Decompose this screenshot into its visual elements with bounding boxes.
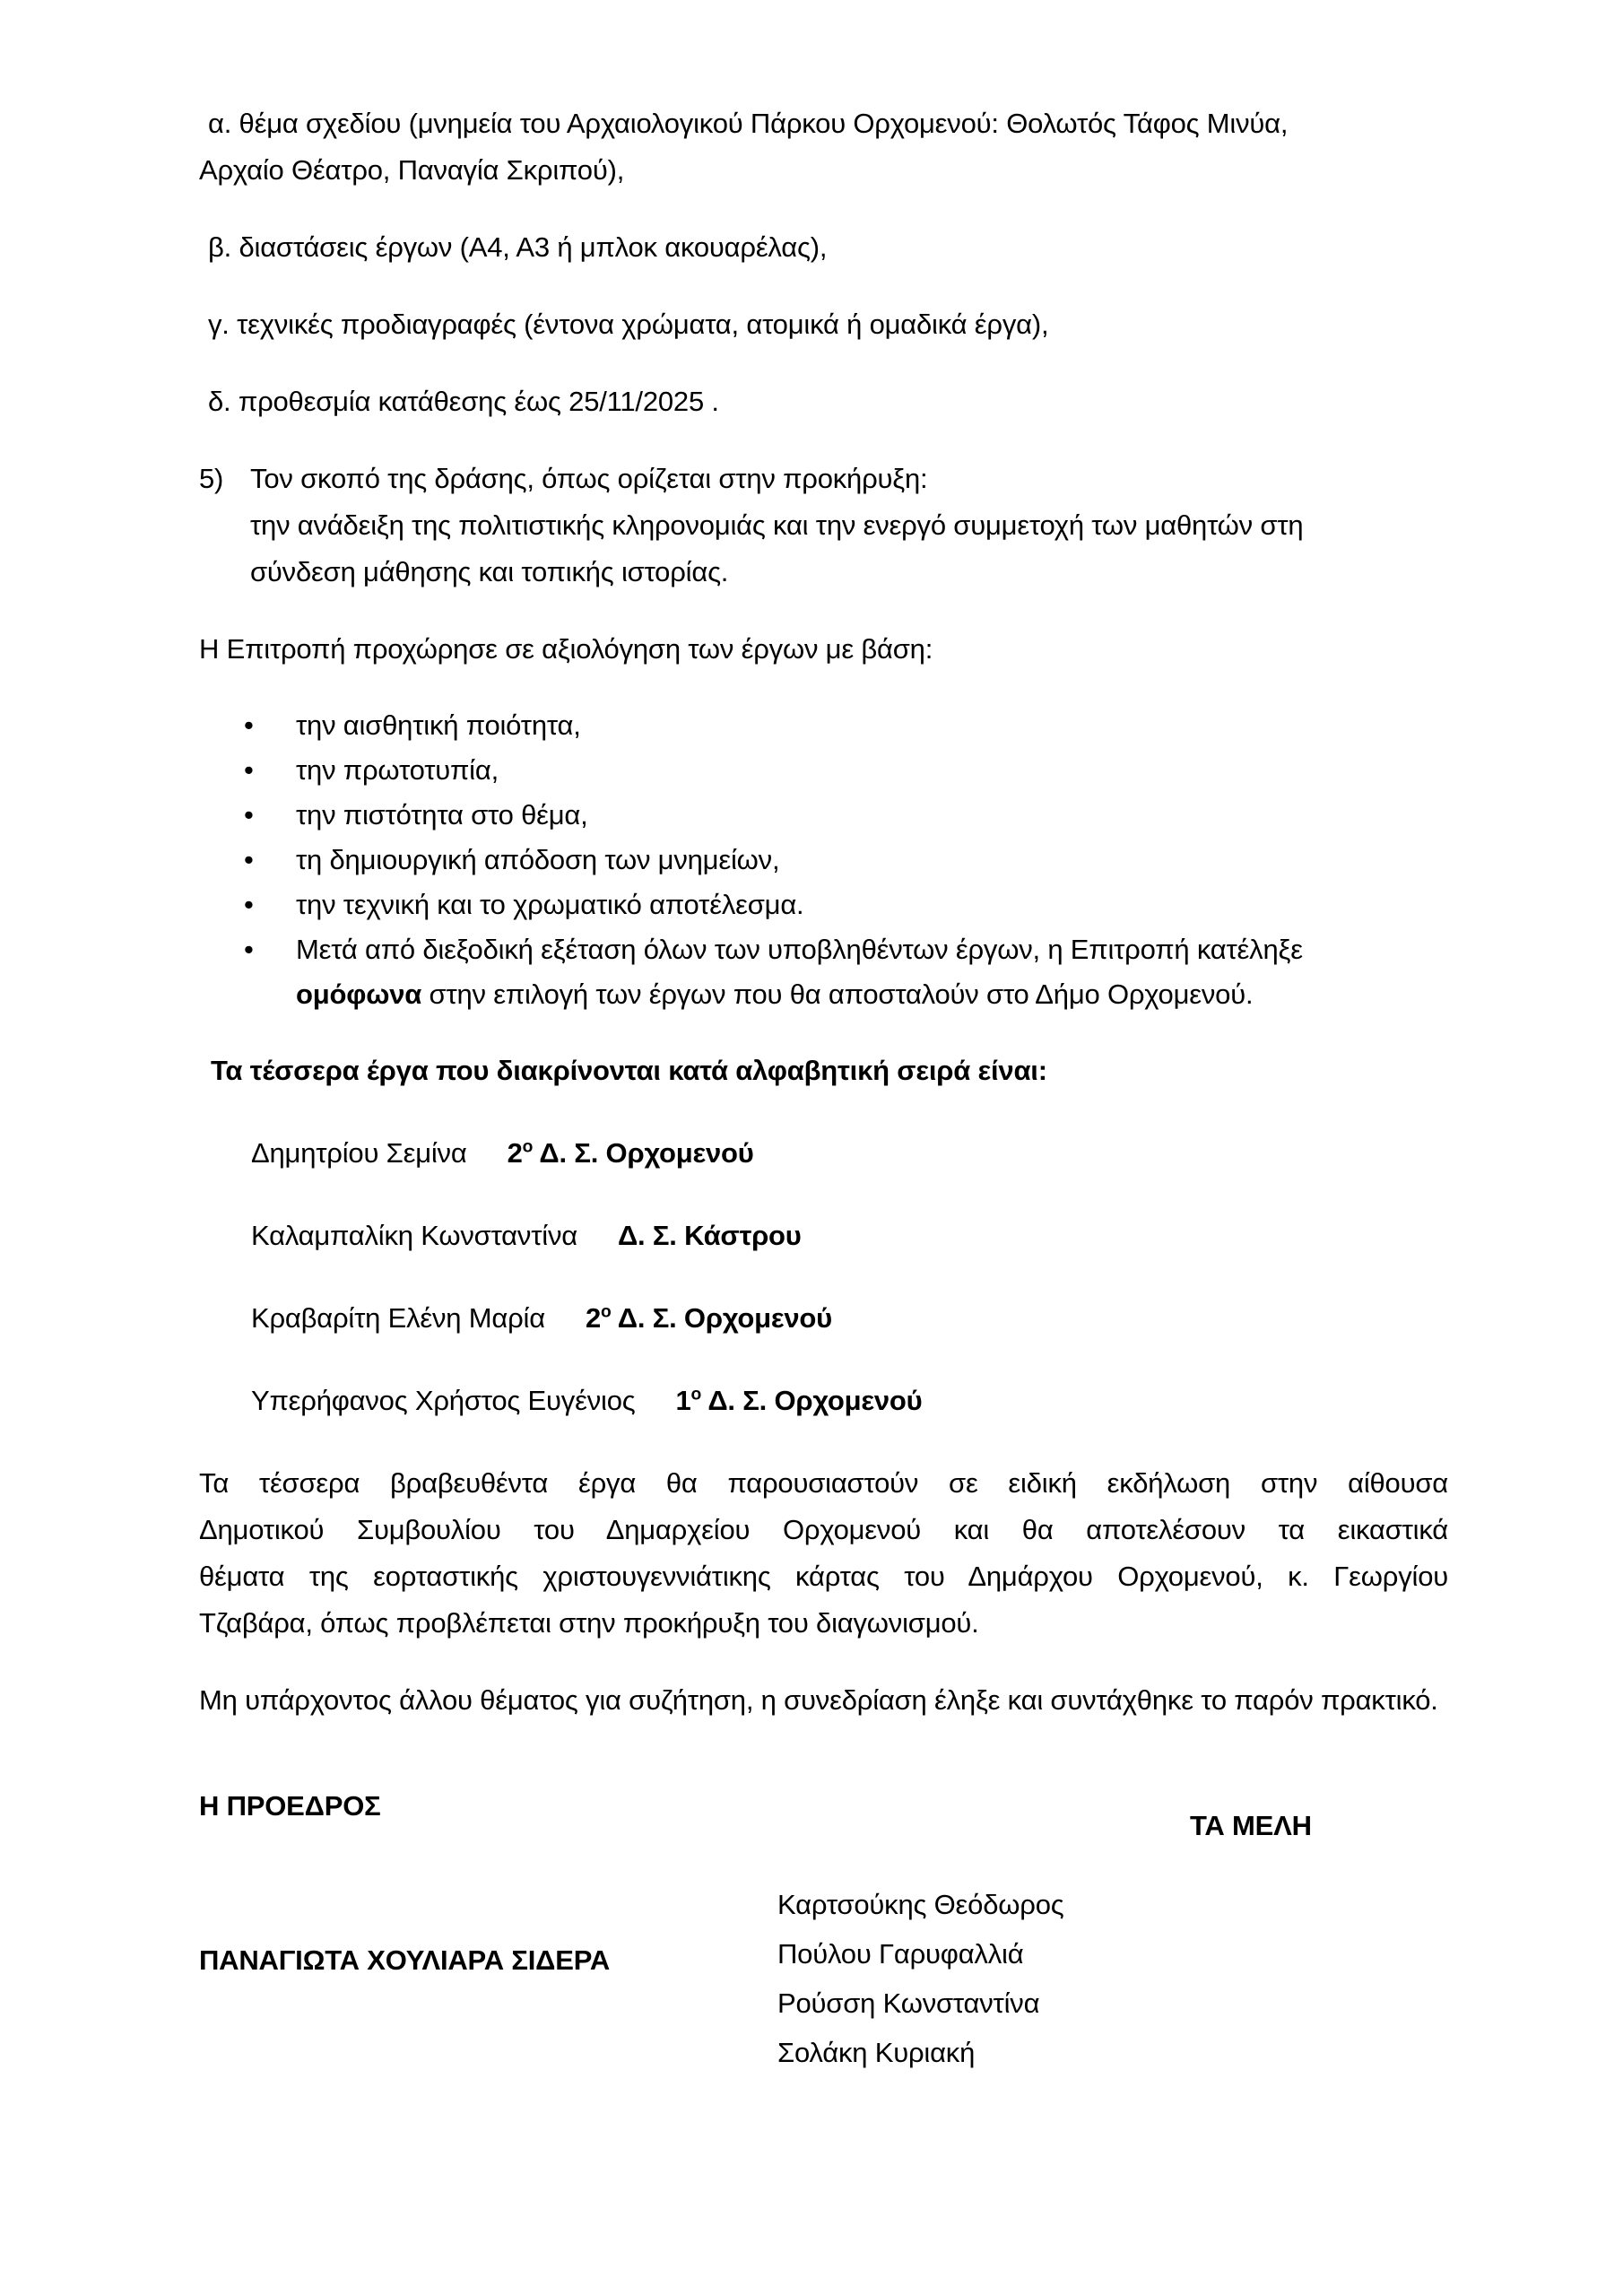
- winner-row: [199, 1130, 1448, 1177]
- presentation-line1: Τα τέσσερα βραβευθέντα έργα θα παρουσιαστούν σε ειδική εκδήλωση στην αίθουσα: [199, 1467, 1448, 1499]
- school-name: Δ. Σ. Ορχομενού: [701, 1385, 923, 1416]
- criteria-text: την τεχνική και το χρωματικό αποτέλεσμα.: [296, 889, 804, 920]
- bullet-icon: •: [244, 934, 254, 965]
- spec-item-a: [199, 100, 1448, 194]
- school-name: Δ. Σ. Ορχομενού: [533, 1137, 754, 1169]
- spec-item-a-line1: α. θέμα σχεδίου (μνημεία του Αρχαιολογικού Πάρκου Ορχομενού: Θολωτός Τάφος Μινύα,: [208, 108, 1289, 139]
- criteria-text: την αισθητική ποιότητα,: [296, 709, 581, 741]
- members-label: ΤΑ ΜΕΛΗ: [1190, 1810, 1312, 1841]
- evaluation-intro: Η Επιτροπή προχώρησε σε αξιολόγηση των έργων με βάση:: [199, 633, 933, 665]
- numbered-item-5-line1: Τον σκοπό της δράσης, όπως ορίζεται στην προκήρυξη:: [250, 463, 928, 494]
- school-ordinal: ο: [690, 1385, 702, 1405]
- winner-school: [618, 1220, 802, 1251]
- numbered-item-5-number: 5): [199, 463, 224, 494]
- winner-school: [586, 1302, 832, 1334]
- members-list: [777, 1880, 1064, 2077]
- list-item: [199, 883, 1448, 927]
- list-item: [199, 703, 1448, 748]
- school-name: Δ. Σ. Κάστρου: [617, 1220, 802, 1251]
- member-name: Πούλου Γαρυφαλλιά: [777, 1938, 1024, 1970]
- winner-school: [508, 1137, 754, 1169]
- winner-name: Καλαμπαλίκη Κωνσταντίνα: [251, 1220, 577, 1251]
- presentation-line2: Δημοτικού Συμβουλίου του Δημαρχείου Ορχομενού και θα αποτελέσουν τα εικαστικά: [199, 1514, 1448, 1545]
- member-name: Καρτσούκης Θεόδωρος: [777, 1889, 1064, 1920]
- school-number: 2: [585, 1302, 601, 1334]
- bullet-icon: •: [244, 889, 254, 920]
- spec-item-b: β. διαστάσεις έργων (Α4, Α3 ή μπλοκ ακουαρέλας),: [208, 231, 828, 263]
- criteria-text: την πρωτοτυπία,: [296, 754, 499, 786]
- decision-line1: Μετά από διεξοδική εξέταση όλων των υποβληθέντων έργων, η Επιτροπή κατέληξε: [296, 934, 1303, 965]
- criteria-list: [199, 703, 1448, 1017]
- spec-item-a-line2: Αρχαίο Θέατρο, Παναγία Σκριπού),: [199, 154, 625, 186]
- spec-item-c: γ. τεχνικές προδιαγραφές (έντονα χρώματα, ατομικά ή ομαδικά έργα),: [208, 309, 1049, 340]
- decision-bold-word: ομόφωνα: [296, 978, 422, 1010]
- bullet-icon: •: [244, 799, 254, 831]
- numbered-item-5-line3: σύνδεση μάθησης και τοπικής ιστορίας.: [250, 556, 729, 587]
- signature-block: [199, 1783, 1448, 2213]
- winner-name: Υπερήφανος Χρήστος Ευγένιος: [251, 1385, 636, 1416]
- presentation-line4: Τζαβάρα, όπως προβλέπεται στην προκήρυξη του διαγωνισμού.: [199, 1607, 979, 1639]
- winner-name: Δημητρίου Σεμίνα: [251, 1137, 467, 1169]
- member-name: Ρούσση Κωνσταντίνα: [777, 1987, 1040, 2019]
- numbered-item-5-body: [250, 456, 1448, 596]
- list-item: [199, 927, 1448, 1017]
- school-ordinal: ο: [522, 1137, 534, 1157]
- list-item: [199, 748, 1448, 793]
- criteria-text: την πιστότητα στο θέμα,: [296, 799, 588, 831]
- decision-line2-rest: στην επιλογή των έργων που θα αποσταλούν στο Δήμο Ορχομενού.: [421, 978, 1254, 1010]
- president-name: ΠΑΝΑΓΙΩΤΑ ΧΟΥΛΙΑΡΑ ΣΙΔΕΡΑ: [199, 1944, 611, 1976]
- winners-heading: Τα τέσσερα έργα που διακρίνονται κατά αλφαβητική σειρά είναι:: [211, 1055, 1047, 1086]
- numbered-item-5-line2: την ανάδειξη της πολιτιστικής κληρονομιάς και την ενεργό συμμετοχή των μαθητών στη: [250, 509, 1304, 541]
- presentation-paragraph: [199, 1460, 1448, 1647]
- winner-name: Κραβαρίτη Ελένη Μαρία: [251, 1302, 545, 1334]
- closing-paragraph: Μη υπάρχοντος άλλου θέματος για συζήτηση, η συνεδρίαση έληξε και συντάχθηκε το παρόν πρακτικό.: [199, 1684, 1438, 1716]
- bullet-icon: •: [244, 754, 254, 786]
- list-item: [199, 838, 1448, 883]
- list-item: [199, 793, 1448, 838]
- decision-line2: [296, 972, 1448, 1017]
- spec-item-d: δ. προθεσμία κατάθεσης έως 25/11/2025 .: [208, 386, 719, 417]
- numbered-item-5: [199, 456, 1448, 596]
- school-number: 2: [507, 1137, 523, 1169]
- presentation-line3: θέματα της εορταστικής χριστουγεννιάτικης κάρτας του Δημάρχου Ορχομενού, κ. Γεωργίου: [199, 1561, 1448, 1592]
- criteria-text: τη δημιουργική απόδοση των μνημείων,: [296, 844, 780, 875]
- decision-text: [296, 927, 1448, 1017]
- winner-row: [199, 1378, 1448, 1424]
- school-number: 1: [675, 1385, 691, 1416]
- school-name: Δ. Σ. Ορχομενού: [611, 1302, 832, 1334]
- winner-school: [675, 1385, 922, 1416]
- school-ordinal: ο: [601, 1302, 612, 1322]
- bullet-icon: •: [244, 844, 254, 875]
- bullet-icon: •: [244, 709, 254, 741]
- winner-row: [199, 1295, 1448, 1342]
- member-name: Σολάκη Κυριακή: [777, 2037, 976, 2068]
- winner-row: [199, 1213, 1448, 1259]
- president-label: Η ΠΡΟΕΔΡΟΣ: [199, 1790, 381, 1822]
